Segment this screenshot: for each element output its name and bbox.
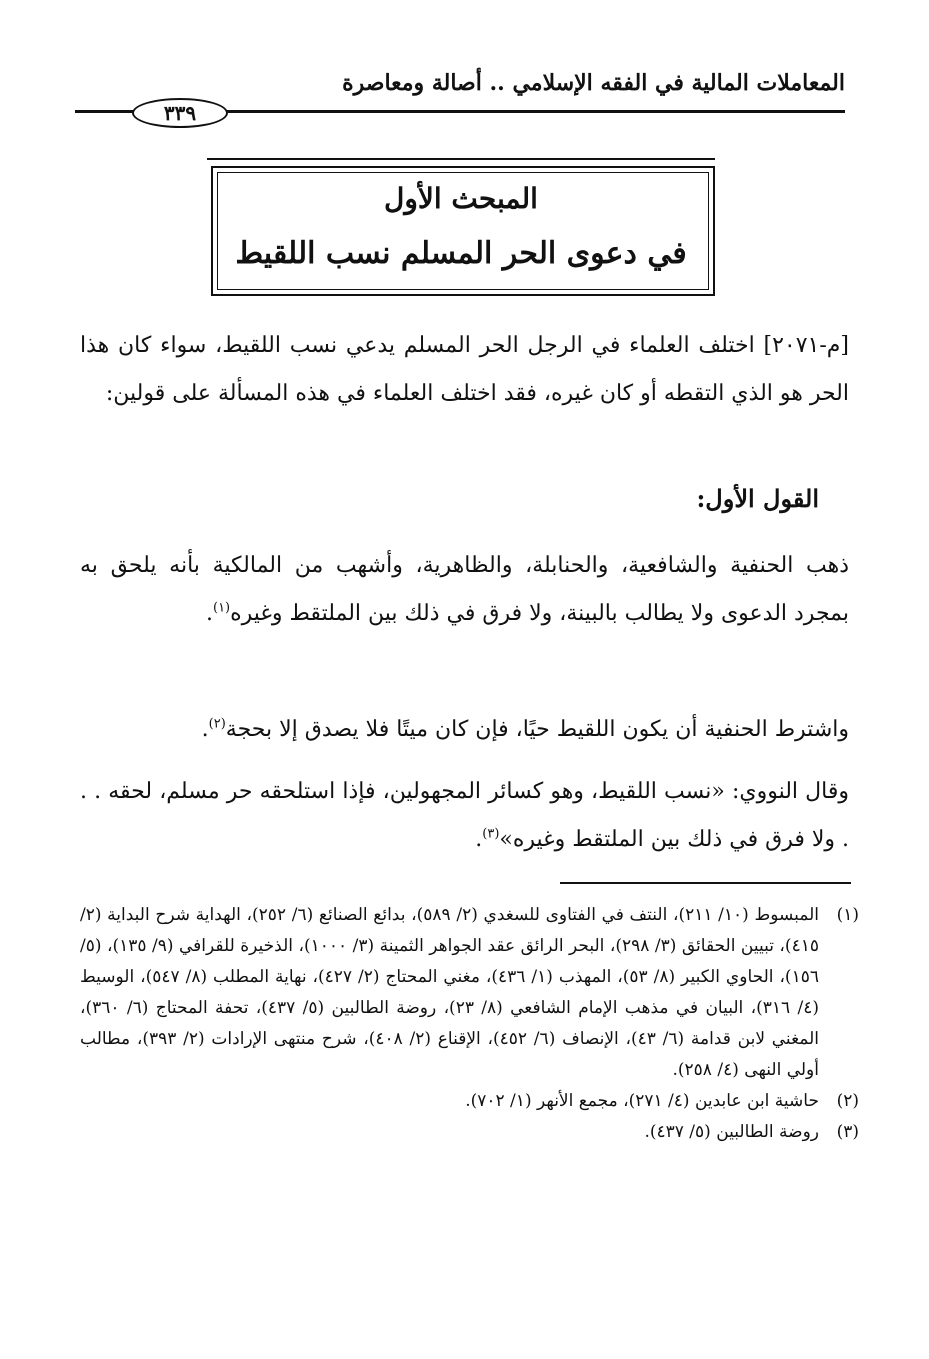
- paragraph-nawawi-quote: [80, 768, 849, 864]
- footnote-number: (٣): [836, 1122, 859, 1142]
- footnote-ref-3[interactable]: (٣): [482, 826, 500, 842]
- footnote-text: حاشية ابن عابدين (٤/ ٢٧١)، مجمع الأنهر (١/ ٧٠٢).: [465, 1091, 819, 1111]
- footnote-text: المبسوط (١٠/ ٢١١)، النتف في الفتاوى للسغدي (٢/ ٥٨٩)، بدائع الصنائع (٦/ ٢٥٢)، الهداية شرح البداية (٢/ ٤١٥)، تبيين الحقائق (٣/ ٢٩٨)، البحر الرائق عقد الجواهر الثمينة (٣/ ١٠٠٠)، الذخيرة للقرافي (٩/ ١٣٥)، (٥/ ١٥٦)، الحاوي الكبير (٨/ ٥٣)، المهذب (١/ ٤٣٦)، مغني المحتاج (٢/ ٤٢٧)، نهاية المطلب (٨/ ٥٤٧)، الوسيط (٤/ ٣١٦)، البيان في مذهب الإمام الشافعي (٨/ ٢٣)، روضة الطالبين (٥/ ٤٣٧)، تحفة المحتاج (٦/ ٣٦٠)، المغني لابن قدامة (٦/ ٤٣)، الإنصاف (٦/ ٤٥٢)، الإقناع (٢/ ٤٠٨)، شرح منتهى الإرادات (٢/ ٣٩٣)، مطالب أولي النهى (٤/ ٢٥٨).: [80, 905, 820, 1080]
- footnote-2: [80, 1086, 859, 1117]
- subheading-first-opinion: القول الأول:: [696, 484, 819, 513]
- footnote-ref-1[interactable]: (١): [212, 600, 231, 616]
- paragraph-end: .: [201, 717, 209, 742]
- paragraph-end: .: [475, 827, 483, 852]
- title-top-rule: [207, 158, 715, 160]
- paragraph-end: .: [205, 601, 213, 626]
- running-header-title: المعاملات المالية في الفقه الإسلامي .. أصالة ومعاصرة: [342, 70, 845, 96]
- footnote-number: (١): [836, 905, 859, 925]
- footnote-text: روضة الطالبين (٥/ ٤٣٧).: [644, 1122, 819, 1142]
- section-title-line-1: المبحث الأول: [384, 182, 538, 215]
- footnote-1: [80, 900, 859, 1086]
- paragraph-text: وقال النووي: «نسب اللقيط، وهو كسائر المجهولين، فإذا استلحقه حر مسلم، لحقه . . . ولا فرق في ذلك بين الملتقط وغيره»: [80, 779, 849, 852]
- paragraph-intro: [م-٢٠٧١] اختلف العلماء في الرجل الحر المسلم يدعي نسب اللقيط، سواء كان هذا الحر هو الذي التقطه أو كان غيره، فقد اختلف العلماء في هذه المسألة على قولين:: [80, 333, 849, 406]
- footnote-3: [80, 1117, 859, 1148]
- section-title-line-2: في دعوى الحر المسلم نسب اللقيط: [235, 236, 687, 271]
- paragraph-text: ذهب الحنفية والشافعية، والحنابلة، والظاهرية، وأشهب من المالكية بأنه يلحق به بمجرد الدعوى ولا يطالب بالبينة، ولا فرق في ذلك بين الملتقط وغيره: [80, 553, 849, 626]
- paragraph-hanafi-condition: [80, 706, 849, 754]
- section-title-box: [207, 158, 715, 296]
- footnote-separator: [560, 882, 851, 884]
- footnote-number: (٢): [836, 1091, 859, 1111]
- paragraph-first-opinion: [80, 542, 849, 638]
- footnote-ref-2[interactable]: (٢): [208, 716, 226, 732]
- footnotes: [80, 900, 859, 1148]
- page-number: ٣٣٩: [132, 98, 228, 128]
- paragraph-text: واشترط الحنفية أن يكون اللقيط حيًا، فإن كان ميتًا فلا يصدق إلا بحجة: [225, 717, 849, 742]
